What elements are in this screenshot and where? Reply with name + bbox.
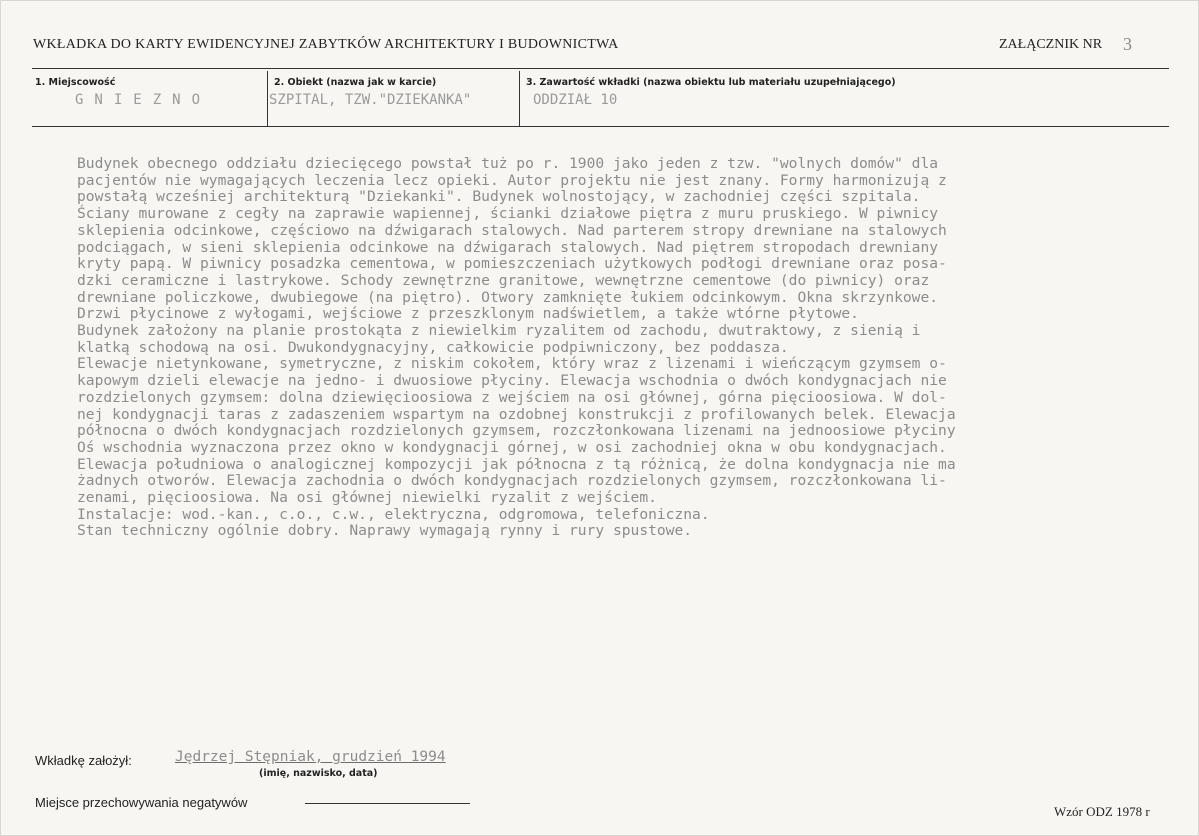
content-label: 3. Zawartość wkładki (nazwa obiektu lub materiału uzupełniającego): [526, 77, 896, 88]
object-label: 2. Obiekt (nazwa jak w karcie): [274, 77, 437, 88]
form-title: WKŁADKA DO KARTY EWIDENCYJNEJ ZABYTKÓW ARCHITEKTURY I BUDOWNICTWA: [33, 37, 619, 52]
author-hint: (imię, nazwisko, data): [259, 768, 378, 779]
author-label: Wkładkę założył:: [35, 753, 132, 768]
content-value: ODDZIAŁ 10: [533, 92, 618, 108]
object-value: SZPITAL, TZW."DZIEKANKA": [269, 92, 472, 108]
storage-line: [305, 803, 470, 804]
annex-number: 3: [1123, 34, 1132, 54]
form-code: Wzór ODZ 1978 r: [1054, 804, 1150, 819]
storage-label: Miejsce przechowywania negatywów: [35, 795, 248, 810]
description-text: Budynek obecnego oddziału dziecięcego powstał tuż po r. 1900 jako jeden z tzw. "wolnych domów" dla pacjentów nie wymagających leczenia lecz opieki. Autor projektu nie jest znany. Formy harmonizują z powstałą wcześniej architekturą "Dziekanki". Budynek wolnostojący, w zachodniej części szpitala. Ściany murowane z cegły na zaprawie wapiennej, ścianki działowe piętra z muru pruskiego. W piwnicy sklepienia odcinkowe, częściowo na dźwigarach stalowych. Nad parterem stropy drewniane na stalowych podciągach, w sieni sklepienia odcinkowe na dźwigarach stalowych. Nad piętrem stropodach drewniany kryty papą. W piwnicy posadzka cementowa, w pomieszczeniach użytkowych podłogi drewniane oraz posa- dzki ceramiczne i lastrykowe. Schody zewnętrzne granitowe, wewnętrzne cementowe (do piwnicy) oraz drewniane policzkowe, dwubiegowe (na piętro). Otwory zamknięte łukiem odcinkowym. Okna skrzynkowe. Drzwi płycinowe z wyłogami, wejściowe z przeszklonym nadświetlem, a także wtórne płytowe. Budynek założony na planie prostokąta z niewielkim ryzalitem od zachodu, dwutraktowy, z sienią i klatką schodową na osi. Dwukondygnacyjny, całkowicie podpiwniczony, bez poddasza. Elewacje nietynkowane, symetryczne, z niskim cokołem, który wraz z lizenami i wieńczącym gzymsem o- kapowym dzieli elewacje na jedno- i dwuosiowe płyciny. Elewacja wschodnia o dwóch kondygnacjach nie rozdzielonych gzymsem: dolna dziewięcioosiowa z wejściem na osi głównej, górna pięcioosiowa. W dol- nej kondygnacji taras z zadaszeniem wspartym na ozdobnej konstrukcji z profilowanych belek. Elewacja północna o dwóch kondygnacjach rozdzielonych gzymsem, rozczłonkowana lizenami na jednoosiowe płyciny Oś wschodnia wyznaczona przez okno w kondygnacji górnej, w osi zachodniej okna w obu kondygnacjach. Elewacja południowa o analogicznej kompozycji jak północna z tą różnicą, że dolna kondygnacja nie ma żadnych otworów. Elewacja zachodnia o dwóch kondygnacjach rozdzielonych gzymsem, rozczłonkowana li- zenami, pięcioosiowa. Na osi głównej niewielki ryzalit z wejściem. Instalacje: wod.-kan., c.o., c.w., elektryczna, odgromowa, telefoniczna. Stan techniczny ogólnie dobry. Naprawy wymagają rynny i rury spustowe.: [77, 155, 956, 540]
field-divider-1: [267, 71, 268, 126]
locality-value: GNIEZNO: [75, 92, 212, 108]
locality-label: 1. Miejscowość: [35, 77, 116, 88]
field-divider-2: [519, 71, 520, 126]
header-bottom-rule: [32, 126, 1169, 127]
author-value: Jędrzej Stępniak, grudzień 1994: [175, 749, 446, 765]
annex-label: ZAŁĄCZNIK NR: [999, 37, 1103, 52]
header-top-rule: [32, 68, 1169, 69]
